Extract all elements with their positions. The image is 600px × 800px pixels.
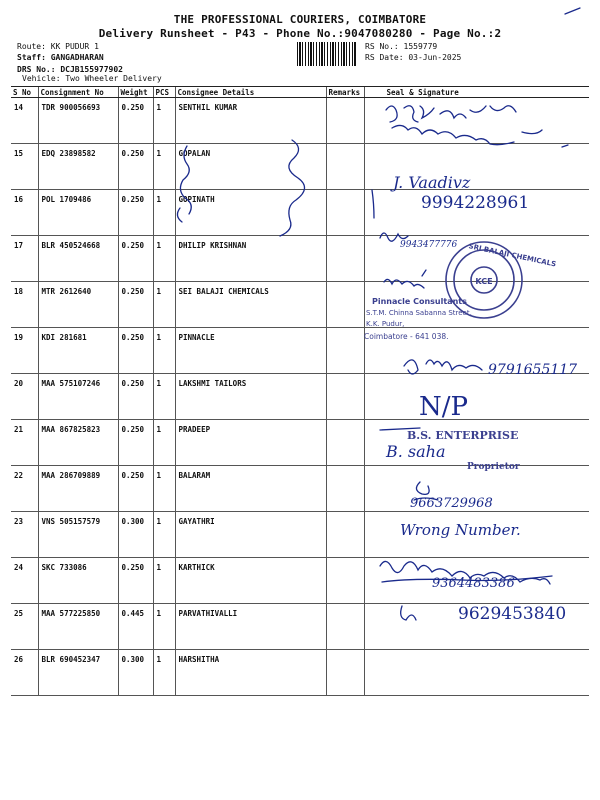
stamp-bs-enterprise: B.S. ENTERPRISE xyxy=(407,429,519,442)
signature-row26 xyxy=(401,606,416,620)
handwritten-bsaha: B. saha xyxy=(386,442,446,461)
cell-pcs: 1 xyxy=(153,98,175,144)
corner-mark xyxy=(565,8,580,14)
cell-consignment: BLR 450524668 xyxy=(38,236,118,282)
cell-pcs: 1 xyxy=(153,650,175,696)
cell-pcs: 1 xyxy=(153,144,175,190)
cell-consignment: MAA 286709889 xyxy=(38,466,118,512)
cell-pcs: 1 xyxy=(153,420,175,466)
cell-weight: 0.250 xyxy=(118,282,153,328)
staff-label: Staff: GANGADHARAN xyxy=(17,53,104,62)
cell-pcs: 1 xyxy=(153,282,175,328)
cell-consignee: PRADEEP xyxy=(175,420,326,466)
cell-consignment: MAA 577225850 xyxy=(38,604,118,650)
cell-sno: 14 xyxy=(11,98,38,144)
cell-consignment: POL 1709486 xyxy=(38,190,118,236)
cell-weight: 0.250 xyxy=(118,190,153,236)
cell-consignment: MAA 575107246 xyxy=(38,374,118,420)
cell-pcs: 1 xyxy=(153,512,175,558)
cell-consignee: DHILIP KRISHNAN xyxy=(175,236,326,282)
cell-weight: 0.250 xyxy=(118,328,153,374)
cell-weight: 0.250 xyxy=(118,374,153,420)
cell-consignee: KARTHICK xyxy=(175,558,326,604)
cell-consignee: SENTHIL KUMAR xyxy=(175,98,326,144)
col-header-remarks: Remarks xyxy=(326,87,364,98)
handwritten-np-row21: N/P xyxy=(419,392,469,422)
cell-weight: 0.250 xyxy=(118,558,153,604)
brace-left xyxy=(180,146,191,214)
cell-sno: 23 xyxy=(11,512,38,558)
col-header-pcs: PCS xyxy=(153,87,175,98)
cell-consignment: MTR 2612640 xyxy=(38,282,118,328)
cell-consignee: BALARAM xyxy=(175,466,326,512)
vehicle-label: Vehicle: Two Wheeler Delivery xyxy=(22,74,162,83)
cell-consignment: KDI 281681 xyxy=(38,328,118,374)
cell-weight: 0.250 xyxy=(118,466,153,512)
signature-row14 xyxy=(386,106,516,122)
cell-weight: 0.250 xyxy=(118,420,153,466)
company-title: THE PROFESSIONAL COURIERS, COIMBATORE xyxy=(173,13,427,26)
cell-consignee: SEI BALAJI CHEMICALS xyxy=(175,282,326,328)
route-label: Route: KK PUDUR 1 xyxy=(17,42,99,51)
cell-sno: 22 xyxy=(11,466,38,512)
cell-consignment: BLR 690452347 xyxy=(38,650,118,696)
handwritten-phone-row16: 9994228961 xyxy=(421,193,530,213)
col-header-consignment: Consignment No xyxy=(38,87,118,98)
stamp-address-line2: K.K. Pudur, xyxy=(366,320,405,328)
cell-consignee: PARVATHIVALLI xyxy=(175,604,326,650)
rs-number: RS No.: 1559779 xyxy=(365,42,438,51)
cell-pcs: 1 xyxy=(153,558,175,604)
seal-center-text: KCE xyxy=(475,277,493,286)
drs-label: DRS No.: DCJB155977902 xyxy=(17,65,123,74)
handwritten-phone-row26: 9629453840 xyxy=(458,604,567,624)
cell-weight: 0.445 xyxy=(118,604,153,650)
col-header-weight: Weight xyxy=(118,87,153,98)
handwritten-wrong-number: Wrong Number. xyxy=(400,521,521,539)
cell-pcs: 1 xyxy=(153,328,175,374)
cell-sno: 20 xyxy=(11,374,38,420)
handwritten-phone-row23: 9663729968 xyxy=(410,496,493,511)
rs-date: RS Date: 03-Jun-2025 xyxy=(365,53,462,62)
signature-row20 xyxy=(404,360,482,374)
cell-consignee: GOPALAN xyxy=(175,144,326,190)
signature-row18 xyxy=(384,270,426,288)
cell-sno: 16 xyxy=(11,190,38,236)
cell-sno: 24 xyxy=(11,558,38,604)
runsheet-subtitle: Delivery Runsheet - P43 - Phone No.:9047080280 - Page No.:2 xyxy=(98,27,502,40)
stamp-address-line1: S.T.M. Chinna Sabanna Street, xyxy=(366,309,472,317)
cell-sno: 26 xyxy=(11,650,38,696)
cell-pcs: 1 xyxy=(153,604,175,650)
handwritten-name-row16: J. Vaadivz xyxy=(393,173,471,192)
brace-right xyxy=(280,140,305,236)
cell-sno: 19 xyxy=(11,328,38,374)
cell-weight: 0.250 xyxy=(118,144,153,190)
cell-consignment: VNS 505157579 xyxy=(38,512,118,558)
cell-sno: 21 xyxy=(11,420,38,466)
cell-weight: 0.250 xyxy=(118,236,153,282)
cell-sno: 15 xyxy=(11,144,38,190)
cell-consignment: MAA 867825823 xyxy=(38,420,118,466)
stamp-address-line3: Coimbatore - 641 038. xyxy=(364,332,449,341)
cell-consignee: GAYATHRI xyxy=(175,512,326,558)
cell-consignment: TDR 900056693 xyxy=(38,98,118,144)
cell-consignee: LAKSHMI TAILORS xyxy=(175,374,326,420)
handwritten-phone-row20: 9791655117 xyxy=(488,362,578,378)
cell-consignment: EDQ 23898582 xyxy=(38,144,118,190)
cell-consignee: GOPINATH xyxy=(175,190,326,236)
cell-consignee: HARSHITHA xyxy=(175,650,326,696)
cell-weight: 0.300 xyxy=(118,650,153,696)
cell-pcs: 1 xyxy=(153,190,175,236)
cell-weight: 0.250 xyxy=(118,98,153,144)
seal-ring-text: SRI BALAJI CHEMICALS xyxy=(467,242,557,269)
col-header-seal: Seal & Signature xyxy=(364,87,589,98)
stamp-proprietor: Proprietor xyxy=(467,462,520,472)
cell-consignment: SKC 733086 xyxy=(38,558,118,604)
stamp-name-row19: Pinnacle Consultants xyxy=(372,297,467,306)
col-header-consignee: Consignee Details xyxy=(175,87,326,98)
cell-pcs: 1 xyxy=(153,374,175,420)
cell-sno: 18 xyxy=(11,282,38,328)
cell-sno: 17 xyxy=(11,236,38,282)
cell-pcs: 1 xyxy=(153,466,175,512)
signature-row14b xyxy=(392,125,542,144)
handwritten-phone-row17: 9943477776 xyxy=(400,240,458,250)
cell-weight: 0.300 xyxy=(118,512,153,558)
col-header-sno: S No xyxy=(11,87,38,98)
cell-pcs: 1 xyxy=(153,236,175,282)
cell-sno: 25 xyxy=(11,604,38,650)
handwritten-phone-row25: 9364483386 xyxy=(432,576,515,591)
cell-consignee: PINNACLE xyxy=(175,328,326,374)
